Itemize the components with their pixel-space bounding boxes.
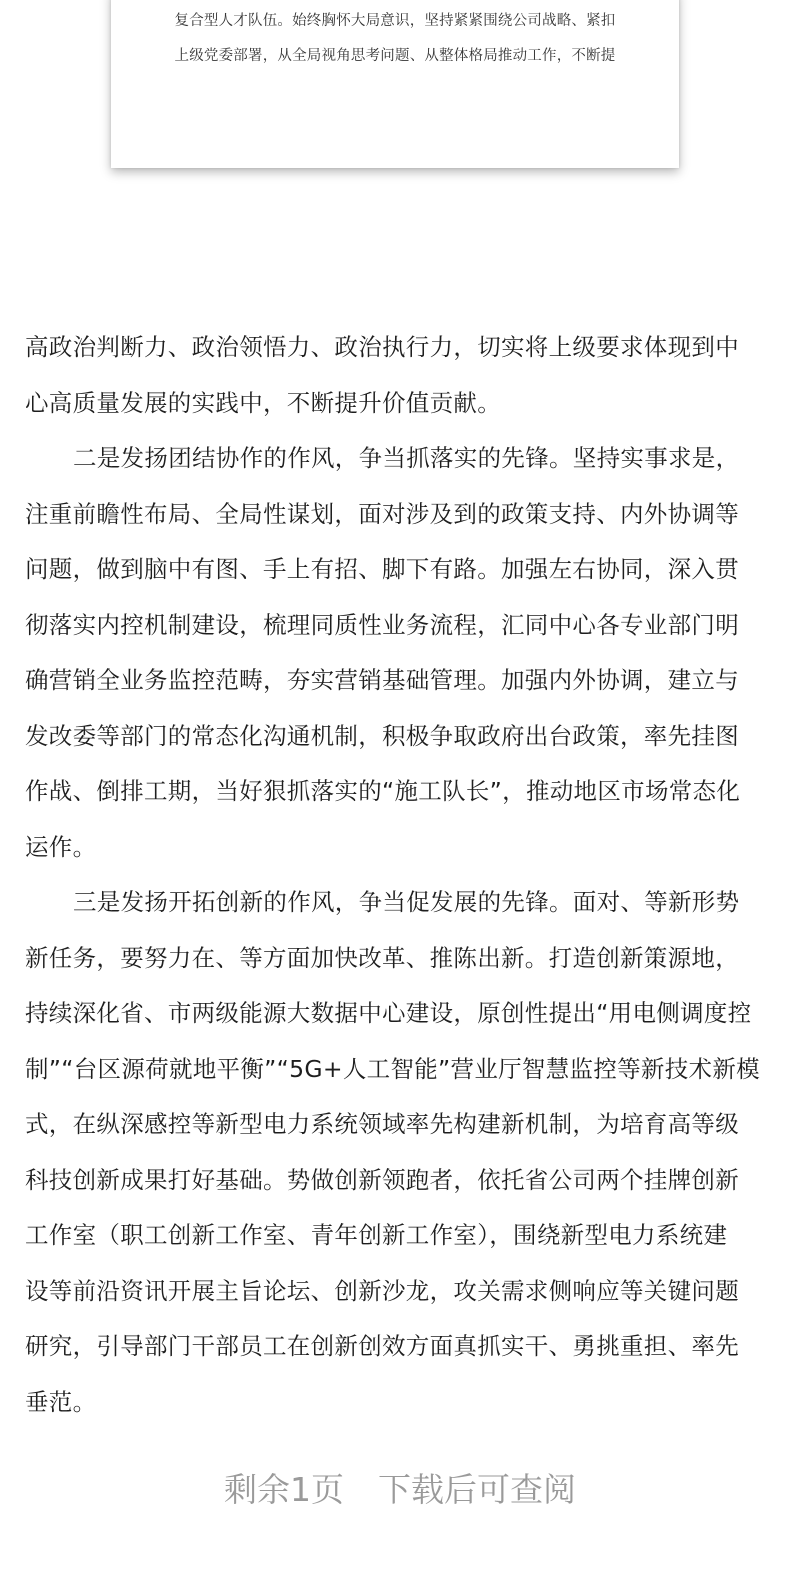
paragraph-line: 心高质量发展的实践中，不断提升价值贡献。 — [25, 388, 501, 417]
paragraph-line: 垂范。 — [25, 1387, 97, 1416]
paragraph-line: 二是发扬团结协作的作风，争当抓落实的先锋。坚持实事求是， — [73, 444, 740, 472]
preview-text-line: 上级党委部署，从全局视角思考问题、从整体格局推动工作，不断提 — [174, 48, 616, 64]
paragraph-line: 问题，做到脑中有图、手上有招、脚下有路。加强左右协同，深入贯 — [25, 555, 739, 583]
document-body — [25, 320, 777, 1430]
paragraph-line: 持续深化省、市两级能源大数据中心建设，原创性提出“用电侧调度控 — [25, 999, 752, 1027]
document-preview-card — [111, 0, 679, 168]
paragraph-line: 工作室（职工创新工作室、青年创新工作室），围绕新型电力系统建 — [25, 1221, 728, 1249]
paragraph-line: 制”“台区源荷就地平衡”“5G+人工智能”营业厅智慧监控等新技术新模 — [25, 1054, 760, 1083]
paragraph-line: 研究，引导部门干部员工在创新创效方面真抓实干、勇挑重担、率先 — [25, 1332, 739, 1360]
remaining-pages-label: 剩余1页 — [224, 1470, 344, 1509]
download-to-read-prompt[interactable] — [0, 1466, 800, 1514]
paragraph-line: 科技创新成果打好基础。势做创新领跑者，依托省公司两个挂牌创新 — [25, 1165, 739, 1194]
preview-text-line: 复合型人才队伍。始终胸怀大局意识，坚持紧紧围绕公司战略、紧扣 — [174, 13, 616, 29]
paragraph-line: 三是发扬开拓创新的作风，争当促发展的先锋。面对、等新形势 — [73, 888, 740, 916]
paragraph-line: 运作。 — [25, 832, 97, 861]
paragraph-line: 设等前沿资讯开展主旨论坛、创新沙龙，攻关需求侧响应等关键问题 — [25, 1276, 739, 1305]
download-hint-label: 下载后可查阅 — [378, 1470, 576, 1509]
paragraph-line: 式，在纵深感控等新型电力系统领域率先构建新机制，为培育高等级 — [25, 1110, 739, 1138]
paragraph-line: 作战、倒排工期，当好狠抓落实的“施工队长”，推动地区市场常态化 — [25, 777, 741, 805]
paragraph-line: 确营销全业务监控范畴，夯实营销基础管理。加强内外协调，建立与 — [25, 666, 739, 694]
paragraph-line: 高政治判断力、政治领悟力、政治执行力，切实将上级要求体现到中 — [25, 333, 739, 361]
paragraph-line: 发改委等部门的常态化沟通机制，积极争取政府出台政策，率先挂图 — [25, 721, 739, 750]
paragraph-line: 注重前瞻性布局、全局性谋划，面对涉及到的政策支持、内外协调等 — [25, 499, 739, 528]
paragraph-line: 新任务，要努力在、等方面加快改革、推陈出新。打造创新策源地， — [25, 943, 739, 972]
paragraph-line: 彻落实内控机制建设，梳理同质性业务流程，汇同中心各专业部门明 — [25, 610, 739, 639]
